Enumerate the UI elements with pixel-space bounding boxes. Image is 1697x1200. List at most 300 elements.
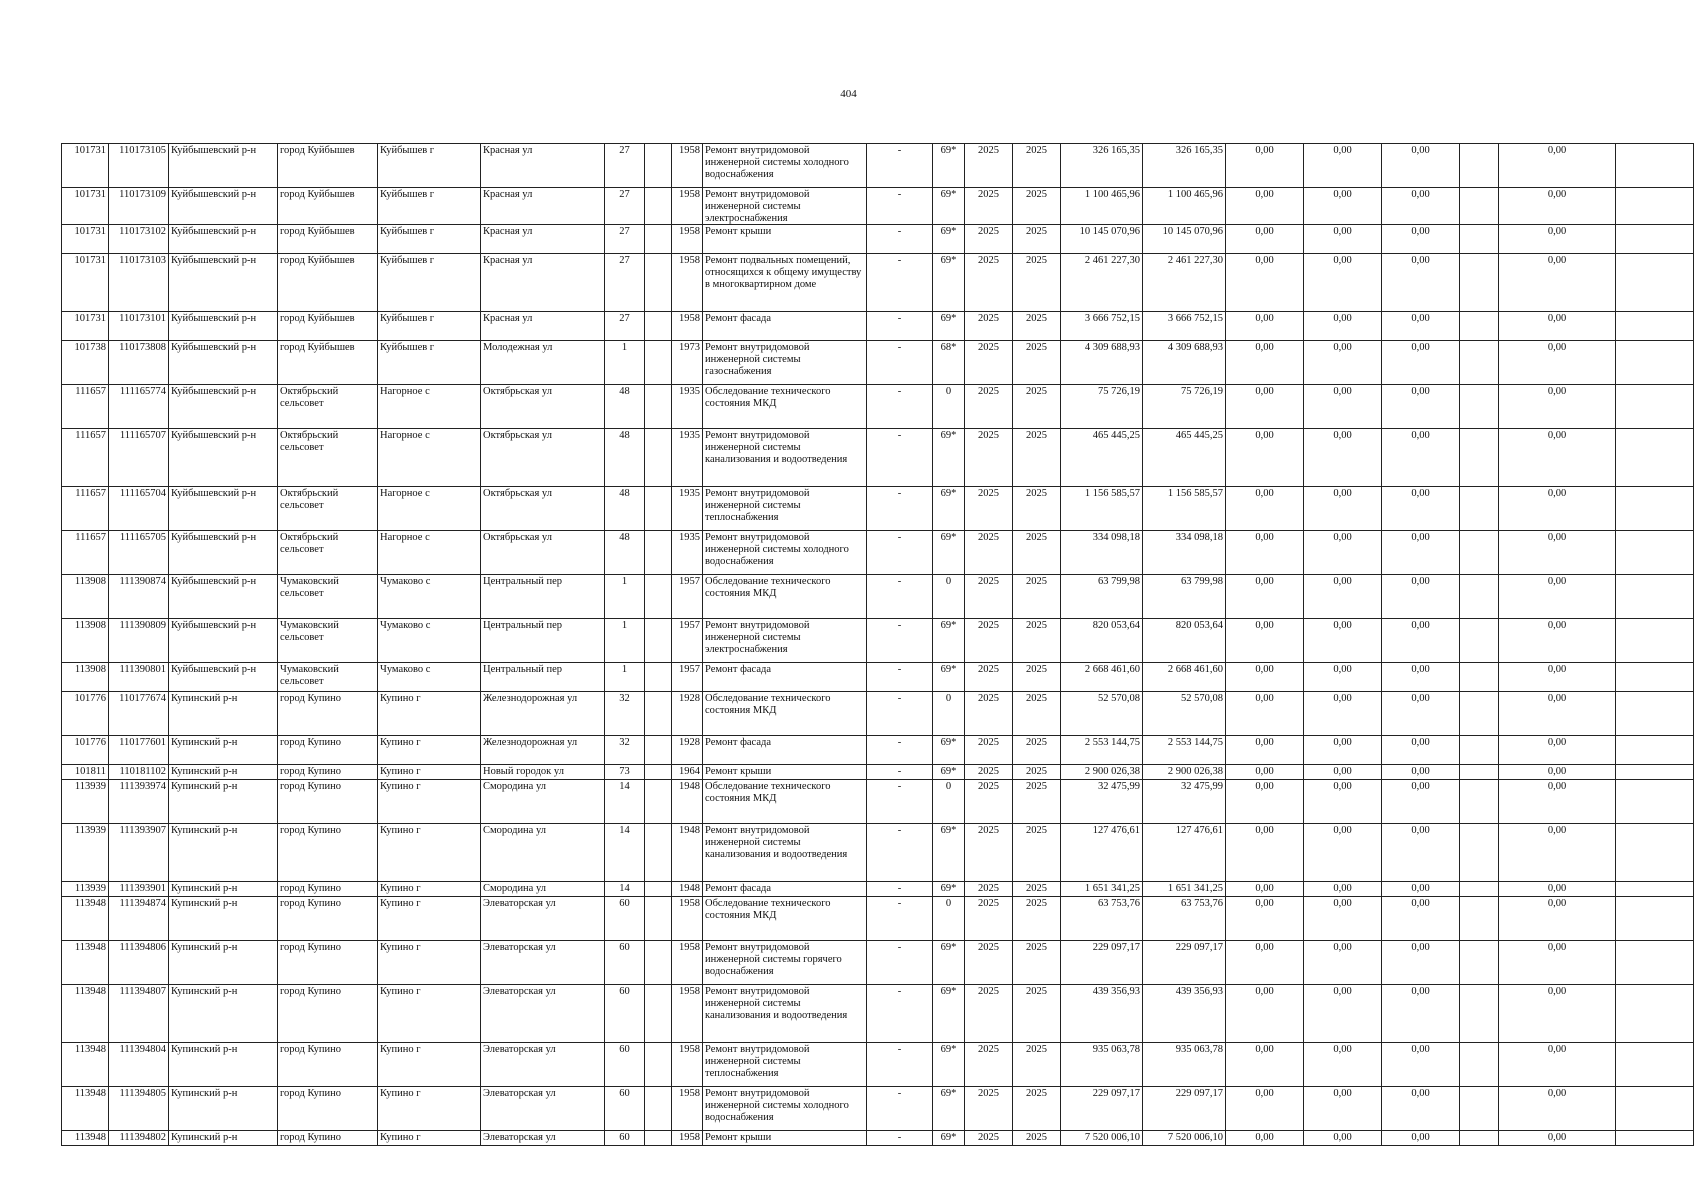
cell-house-number: 48 xyxy=(605,487,645,531)
cell-wear-percent: 69* xyxy=(933,144,965,188)
cell-local-budget: 0,00 xyxy=(1382,619,1460,663)
cell-trailing-col xyxy=(1616,765,1694,780)
cell-municipality: город Куйбышев xyxy=(278,312,378,341)
cell-plan-year-end: 2025 xyxy=(1013,663,1061,692)
cell-street: Красная ул xyxy=(481,225,605,254)
cell-federal-funds: 0,00 xyxy=(1226,1043,1304,1087)
cell-building xyxy=(645,312,672,341)
cell-house-id: 113948 xyxy=(62,1043,109,1087)
cell-plan-year-start: 2025 xyxy=(965,619,1013,663)
registry-body xyxy=(62,144,1694,1146)
cell-dash-col: - xyxy=(867,487,933,531)
cell-house-number: 27 xyxy=(605,225,645,254)
cell-plan-year-start: 2025 xyxy=(965,882,1013,897)
cell-house-id: 111657 xyxy=(62,531,109,575)
cell-total-cost: 3 666 752,15 xyxy=(1061,312,1143,341)
cell-total-cost: 334 098,18 xyxy=(1061,531,1143,575)
cell-regional-fund: 63 799,98 xyxy=(1143,575,1226,619)
cell-building xyxy=(645,531,672,575)
cell-trailing-col xyxy=(1616,487,1694,531)
cell-local-budget: 0,00 xyxy=(1382,692,1460,736)
cell-plan-year-start: 2025 xyxy=(965,1087,1013,1131)
cell-federal-funds: 0,00 xyxy=(1226,663,1304,692)
cell-blank-col xyxy=(1460,429,1499,487)
cell-municipality: город Куйбышев xyxy=(278,341,378,385)
cell-trailing-col xyxy=(1616,1043,1694,1087)
cell-total-cost: 229 097,17 xyxy=(1061,941,1143,985)
cell-locality: Чумаково с xyxy=(378,575,481,619)
cell-building xyxy=(645,144,672,188)
cell-house-id: 101731 xyxy=(62,225,109,254)
cell-district: Куйбышевский р-н xyxy=(169,487,278,531)
cell-plan-year-start: 2025 xyxy=(965,575,1013,619)
cell-regional-budget: 0,00 xyxy=(1304,692,1382,736)
cell-federal-funds: 0,00 xyxy=(1226,188,1304,225)
cell-house-id: 111657 xyxy=(62,487,109,531)
cell-local-budget: 0,00 xyxy=(1382,663,1460,692)
cell-street: Красная ул xyxy=(481,254,605,312)
cell-work-type: Ремонт внутридомовой инженерной системы канализования и водоотведения xyxy=(703,985,867,1043)
cell-work-type: Ремонт фасада xyxy=(703,312,867,341)
cell-municipality: Чумаковский сельсовет xyxy=(278,663,378,692)
cell-total-cost: 10 145 070,96 xyxy=(1061,225,1143,254)
cell-regional-fund: 1 651 341,25 xyxy=(1143,882,1226,897)
cell-wear-percent: 69* xyxy=(933,619,965,663)
cell-total-cost: 1 156 585,57 xyxy=(1061,487,1143,531)
cell-house-id: 101731 xyxy=(62,254,109,312)
cell-building xyxy=(645,736,672,765)
cell-municipality: город Куйбышев xyxy=(278,225,378,254)
cell-plan-year-start: 2025 xyxy=(965,429,1013,487)
cell-owners-funds: 0,00 xyxy=(1499,385,1616,429)
cell-federal-funds: 0,00 xyxy=(1226,882,1304,897)
cell-municipality: город Куйбышев xyxy=(278,144,378,188)
cell-federal-funds: 0,00 xyxy=(1226,765,1304,780)
cell-wear-percent: 69* xyxy=(933,254,965,312)
cell-trailing-col xyxy=(1616,897,1694,941)
cell-federal-funds: 0,00 xyxy=(1226,692,1304,736)
cell-building xyxy=(645,941,672,985)
cell-trailing-col xyxy=(1616,780,1694,824)
cell-plan-year-end: 2025 xyxy=(1013,1131,1061,1146)
cell-house-id: 113908 xyxy=(62,619,109,663)
cell-total-cost: 2 668 461,60 xyxy=(1061,663,1143,692)
cell-regional-budget: 0,00 xyxy=(1304,882,1382,897)
cell-wear-percent: 69* xyxy=(933,663,965,692)
cell-wear-percent: 0 xyxy=(933,692,965,736)
cell-house-id: 113948 xyxy=(62,1131,109,1146)
cell-dash-col: - xyxy=(867,531,933,575)
cell-total-cost: 935 063,78 xyxy=(1061,1043,1143,1087)
cell-federal-funds: 0,00 xyxy=(1226,780,1304,824)
cell-municipality: город Купино xyxy=(278,1131,378,1146)
cell-trailing-col xyxy=(1616,824,1694,882)
cell-regional-budget: 0,00 xyxy=(1304,575,1382,619)
cell-local-budget: 0,00 xyxy=(1382,941,1460,985)
cell-regional-budget: 0,00 xyxy=(1304,897,1382,941)
cell-street: Центральный пер xyxy=(481,575,605,619)
cell-district: Купинский р-н xyxy=(169,692,278,736)
cell-total-cost: 52 570,08 xyxy=(1061,692,1143,736)
cell-regional-fund: 10 145 070,96 xyxy=(1143,225,1226,254)
cell-regional-fund: 127 476,61 xyxy=(1143,824,1226,882)
cell-federal-funds: 0,00 xyxy=(1226,824,1304,882)
cell-district: Куйбышевский р-н xyxy=(169,254,278,312)
cell-local-budget: 0,00 xyxy=(1382,487,1460,531)
cell-locality: Купино г xyxy=(378,985,481,1043)
cell-building xyxy=(645,985,672,1043)
page-number: 404 xyxy=(840,88,857,100)
cell-plan-year-start: 2025 xyxy=(965,941,1013,985)
cell-street: Элеваторская ул xyxy=(481,1043,605,1087)
cell-owners-funds: 0,00 xyxy=(1499,1043,1616,1087)
cell-work-type: Ремонт внутридомовой инженерной системы канализования и водоотведения xyxy=(703,429,867,487)
cell-street: Красная ул xyxy=(481,312,605,341)
cell-house-id: 113939 xyxy=(62,780,109,824)
cell-house-id: 101776 xyxy=(62,692,109,736)
cell-owners-funds: 0,00 xyxy=(1499,1087,1616,1131)
cell-municipality: город Куйбышев xyxy=(278,254,378,312)
cell-federal-funds: 0,00 xyxy=(1226,312,1304,341)
cell-regional-fund: 32 475,99 xyxy=(1143,780,1226,824)
cell-building xyxy=(645,225,672,254)
cell-municipality: город Куйбышев xyxy=(278,188,378,225)
cell-blank-col xyxy=(1460,1043,1499,1087)
cell-building xyxy=(645,341,672,385)
cell-street: Октябрьская ул xyxy=(481,531,605,575)
cell-street: Элеваторская ул xyxy=(481,1087,605,1131)
cell-street: Центральный пер xyxy=(481,619,605,663)
cell-build-year: 1935 xyxy=(672,429,703,487)
cell-municipality: Чумаковский сельсовет xyxy=(278,619,378,663)
cell-build-year: 1964 xyxy=(672,765,703,780)
cell-plan-year-start: 2025 xyxy=(965,765,1013,780)
cell-plan-year-end: 2025 xyxy=(1013,736,1061,765)
cell-dash-col: - xyxy=(867,1087,933,1131)
cell-locality: Куйбышев г xyxy=(378,225,481,254)
cell-work-type: Ремонт внутридомовой инженерной системы газоснабжения xyxy=(703,341,867,385)
cell-blank-col xyxy=(1460,188,1499,225)
table-row xyxy=(62,897,1694,941)
table-row xyxy=(62,341,1694,385)
cell-trailing-col xyxy=(1616,144,1694,188)
cell-district: Купинский р-н xyxy=(169,897,278,941)
cell-work-type: Ремонт крыши xyxy=(703,1131,867,1146)
cell-total-cost: 127 476,61 xyxy=(1061,824,1143,882)
cell-total-cost: 1 651 341,25 xyxy=(1061,882,1143,897)
cell-municipality: Октябрьский сельсовет xyxy=(278,429,378,487)
cell-street: Элеваторская ул xyxy=(481,1131,605,1146)
cell-regional-budget: 0,00 xyxy=(1304,188,1382,225)
cell-work-type: Ремонт крыши xyxy=(703,765,867,780)
cell-owners-funds: 0,00 xyxy=(1499,1131,1616,1146)
cell-trailing-col xyxy=(1616,1087,1694,1131)
table-row xyxy=(62,1087,1694,1131)
cell-municipality: город Купино xyxy=(278,692,378,736)
cell-municipality: город Купино xyxy=(278,1043,378,1087)
cell-locality: Чумаково с xyxy=(378,663,481,692)
cell-work-type: Обследование технического состояния МКД xyxy=(703,692,867,736)
cell-plan-year-start: 2025 xyxy=(965,897,1013,941)
cell-owners-funds: 0,00 xyxy=(1499,941,1616,985)
table-row xyxy=(62,385,1694,429)
cell-dash-col: - xyxy=(867,429,933,487)
cell-locality: Купино г xyxy=(378,941,481,985)
cell-program-id: 111165705 xyxy=(109,531,169,575)
cell-local-budget: 0,00 xyxy=(1382,341,1460,385)
cell-regional-budget: 0,00 xyxy=(1304,487,1382,531)
cell-building xyxy=(645,487,672,531)
cell-owners-funds: 0,00 xyxy=(1499,663,1616,692)
cell-blank-col xyxy=(1460,531,1499,575)
cell-build-year: 1957 xyxy=(672,575,703,619)
cell-municipality: Октябрьский сельсовет xyxy=(278,487,378,531)
cell-house-number: 27 xyxy=(605,144,645,188)
cell-federal-funds: 0,00 xyxy=(1226,897,1304,941)
cell-owners-funds: 0,00 xyxy=(1499,254,1616,312)
cell-owners-funds: 0,00 xyxy=(1499,619,1616,663)
cell-federal-funds: 0,00 xyxy=(1226,531,1304,575)
cell-house-id: 101731 xyxy=(62,312,109,341)
cell-federal-funds: 0,00 xyxy=(1226,144,1304,188)
cell-district: Купинский р-н xyxy=(169,985,278,1043)
cell-owners-funds: 0,00 xyxy=(1499,429,1616,487)
cell-plan-year-end: 2025 xyxy=(1013,429,1061,487)
cell-municipality: Октябрьский сельсовет xyxy=(278,385,378,429)
cell-blank-col xyxy=(1460,144,1499,188)
cell-house-number: 48 xyxy=(605,531,645,575)
cell-district: Куйбышевский р-н xyxy=(169,385,278,429)
cell-dash-col: - xyxy=(867,341,933,385)
cell-owners-funds: 0,00 xyxy=(1499,765,1616,780)
table-row xyxy=(62,144,1694,188)
cell-blank-col xyxy=(1460,225,1499,254)
cell-wear-percent: 69* xyxy=(933,225,965,254)
cell-work-type: Ремонт фасада xyxy=(703,663,867,692)
cell-plan-year-start: 2025 xyxy=(965,487,1013,531)
cell-regional-fund: 820 053,64 xyxy=(1143,619,1226,663)
cell-locality: Чумаково с xyxy=(378,619,481,663)
cell-local-budget: 0,00 xyxy=(1382,429,1460,487)
cell-regional-budget: 0,00 xyxy=(1304,225,1382,254)
table-row xyxy=(62,487,1694,531)
cell-federal-funds: 0,00 xyxy=(1226,487,1304,531)
cell-build-year: 1958 xyxy=(672,144,703,188)
table-row xyxy=(62,619,1694,663)
cell-district: Куйбышевский р-н xyxy=(169,312,278,341)
cell-dash-col: - xyxy=(867,575,933,619)
cell-house-id: 113948 xyxy=(62,985,109,1043)
cell-regional-fund: 2 900 026,38 xyxy=(1143,765,1226,780)
cell-street: Смородина ул xyxy=(481,824,605,882)
cell-local-budget: 0,00 xyxy=(1382,780,1460,824)
cell-plan-year-start: 2025 xyxy=(965,780,1013,824)
cell-local-budget: 0,00 xyxy=(1382,254,1460,312)
table-row xyxy=(62,429,1694,487)
cell-locality: Куйбышев г xyxy=(378,144,481,188)
cell-program-id: 111390809 xyxy=(109,619,169,663)
cell-regional-budget: 0,00 xyxy=(1304,1087,1382,1131)
cell-regional-fund: 2 668 461,60 xyxy=(1143,663,1226,692)
cell-total-cost: 7 520 006,10 xyxy=(1061,1131,1143,1146)
table-row xyxy=(62,575,1694,619)
cell-program-id: 111165704 xyxy=(109,487,169,531)
cell-dash-col: - xyxy=(867,985,933,1043)
cell-federal-funds: 0,00 xyxy=(1226,254,1304,312)
table-row xyxy=(62,692,1694,736)
cell-work-type: Ремонт внутридомовой инженерной системы канализования и водоотведения xyxy=(703,824,867,882)
cell-district: Купинский р-н xyxy=(169,824,278,882)
cell-house-number: 60 xyxy=(605,1131,645,1146)
cell-locality: Куйбышев г xyxy=(378,341,481,385)
cell-locality: Нагорное с xyxy=(378,487,481,531)
cell-plan-year-end: 2025 xyxy=(1013,188,1061,225)
cell-build-year: 1958 xyxy=(672,941,703,985)
cell-work-type: Ремонт подвальных помещений, относящихся к общему имуществу в многоквартирном доме xyxy=(703,254,867,312)
cell-build-year: 1958 xyxy=(672,312,703,341)
cell-wear-percent: 0 xyxy=(933,575,965,619)
cell-blank-col xyxy=(1460,941,1499,985)
cell-local-budget: 0,00 xyxy=(1382,1087,1460,1131)
cell-plan-year-start: 2025 xyxy=(965,824,1013,882)
cell-wear-percent: 0 xyxy=(933,385,965,429)
cell-dash-col: - xyxy=(867,619,933,663)
cell-plan-year-start: 2025 xyxy=(965,663,1013,692)
cell-build-year: 1948 xyxy=(672,824,703,882)
cell-dash-col: - xyxy=(867,736,933,765)
cell-local-budget: 0,00 xyxy=(1382,188,1460,225)
cell-district: Куйбышевский р-н xyxy=(169,341,278,385)
cell-building xyxy=(645,882,672,897)
cell-street: Смородина ул xyxy=(481,780,605,824)
cell-plan-year-start: 2025 xyxy=(965,1043,1013,1087)
cell-building xyxy=(645,1131,672,1146)
cell-program-id: 111394806 xyxy=(109,941,169,985)
cell-work-type: Ремонт внутридомовой инженерной системы холодного водоснабжения xyxy=(703,144,867,188)
cell-regional-budget: 0,00 xyxy=(1304,144,1382,188)
cell-program-id: 111394802 xyxy=(109,1131,169,1146)
cell-total-cost: 326 165,35 xyxy=(1061,144,1143,188)
cell-building xyxy=(645,575,672,619)
cell-total-cost: 2 461 227,30 xyxy=(1061,254,1143,312)
cell-build-year: 1958 xyxy=(672,254,703,312)
cell-build-year: 1958 xyxy=(672,1087,703,1131)
cell-house-number: 60 xyxy=(605,1087,645,1131)
cell-blank-col xyxy=(1460,1131,1499,1146)
cell-owners-funds: 0,00 xyxy=(1499,575,1616,619)
cell-street: Элеваторская ул xyxy=(481,897,605,941)
cell-regional-fund: 229 097,17 xyxy=(1143,941,1226,985)
cell-program-id: 111394807 xyxy=(109,985,169,1043)
table-row xyxy=(62,824,1694,882)
cell-house-number: 14 xyxy=(605,824,645,882)
cell-program-id: 111394874 xyxy=(109,897,169,941)
cell-program-id: 111393974 xyxy=(109,780,169,824)
cell-street: Октябрьская ул xyxy=(481,385,605,429)
cell-house-number: 1 xyxy=(605,619,645,663)
cell-regional-budget: 0,00 xyxy=(1304,824,1382,882)
cell-total-cost: 75 726,19 xyxy=(1061,385,1143,429)
cell-federal-funds: 0,00 xyxy=(1226,341,1304,385)
cell-municipality: город Купино xyxy=(278,1087,378,1131)
cell-wear-percent: 69* xyxy=(933,188,965,225)
cell-blank-col xyxy=(1460,619,1499,663)
cell-regional-budget: 0,00 xyxy=(1304,765,1382,780)
table-row xyxy=(62,736,1694,765)
cell-regional-budget: 0,00 xyxy=(1304,780,1382,824)
cell-dash-col: - xyxy=(867,1131,933,1146)
cell-district: Купинский р-н xyxy=(169,882,278,897)
cell-owners-funds: 0,00 xyxy=(1499,188,1616,225)
cell-house-id: 113948 xyxy=(62,941,109,985)
cell-municipality: город Купино xyxy=(278,882,378,897)
cell-trailing-col xyxy=(1616,575,1694,619)
cell-plan-year-start: 2025 xyxy=(965,225,1013,254)
cell-program-id: 111390874 xyxy=(109,575,169,619)
cell-house-number: 27 xyxy=(605,188,645,225)
cell-federal-funds: 0,00 xyxy=(1226,575,1304,619)
cell-work-type: Ремонт внутридомовой инженерной системы электроснабжения xyxy=(703,619,867,663)
cell-trailing-col xyxy=(1616,941,1694,985)
cell-house-number: 60 xyxy=(605,941,645,985)
cell-wear-percent: 69* xyxy=(933,765,965,780)
cell-work-type: Обследование технического состояния МКД xyxy=(703,897,867,941)
cell-blank-col xyxy=(1460,1087,1499,1131)
cell-plan-year-end: 2025 xyxy=(1013,341,1061,385)
cell-plan-year-start: 2025 xyxy=(965,985,1013,1043)
cell-local-budget: 0,00 xyxy=(1382,736,1460,765)
cell-regional-budget: 0,00 xyxy=(1304,254,1382,312)
cell-district: Купинский р-н xyxy=(169,736,278,765)
cell-local-budget: 0,00 xyxy=(1382,385,1460,429)
cell-dash-col: - xyxy=(867,765,933,780)
cell-locality: Куйбышев г xyxy=(378,312,481,341)
cell-program-id: 111165774 xyxy=(109,385,169,429)
cell-federal-funds: 0,00 xyxy=(1226,736,1304,765)
cell-plan-year-end: 2025 xyxy=(1013,1043,1061,1087)
cell-wear-percent: 69* xyxy=(933,1043,965,1087)
cell-street: Элеваторская ул xyxy=(481,941,605,985)
cell-build-year: 1958 xyxy=(672,1131,703,1146)
cell-locality: Нагорное с xyxy=(378,429,481,487)
cell-district: Куйбышевский р-н xyxy=(169,225,278,254)
cell-local-budget: 0,00 xyxy=(1382,312,1460,341)
cell-program-id: 110173103 xyxy=(109,254,169,312)
cell-district: Куйбышевский р-н xyxy=(169,619,278,663)
cell-wear-percent: 68* xyxy=(933,341,965,385)
cell-plan-year-start: 2025 xyxy=(965,385,1013,429)
cell-trailing-col xyxy=(1616,312,1694,341)
cell-build-year: 1957 xyxy=(672,663,703,692)
cell-local-budget: 0,00 xyxy=(1382,882,1460,897)
cell-build-year: 1928 xyxy=(672,736,703,765)
cell-owners-funds: 0,00 xyxy=(1499,985,1616,1043)
cell-wear-percent: 69* xyxy=(933,531,965,575)
table-row xyxy=(62,1043,1694,1087)
cell-street: Элеваторская ул xyxy=(481,985,605,1043)
cell-plan-year-end: 2025 xyxy=(1013,254,1061,312)
cell-building xyxy=(645,663,672,692)
cell-plan-year-end: 2025 xyxy=(1013,619,1061,663)
cell-build-year: 1935 xyxy=(672,385,703,429)
cell-wear-percent: 69* xyxy=(933,429,965,487)
cell-dash-col: - xyxy=(867,897,933,941)
cell-program-id: 111390801 xyxy=(109,663,169,692)
cell-regional-fund: 63 753,76 xyxy=(1143,897,1226,941)
cell-locality: Нагорное с xyxy=(378,531,481,575)
cell-district: Куйбышевский р-н xyxy=(169,575,278,619)
cell-owners-funds: 0,00 xyxy=(1499,225,1616,254)
